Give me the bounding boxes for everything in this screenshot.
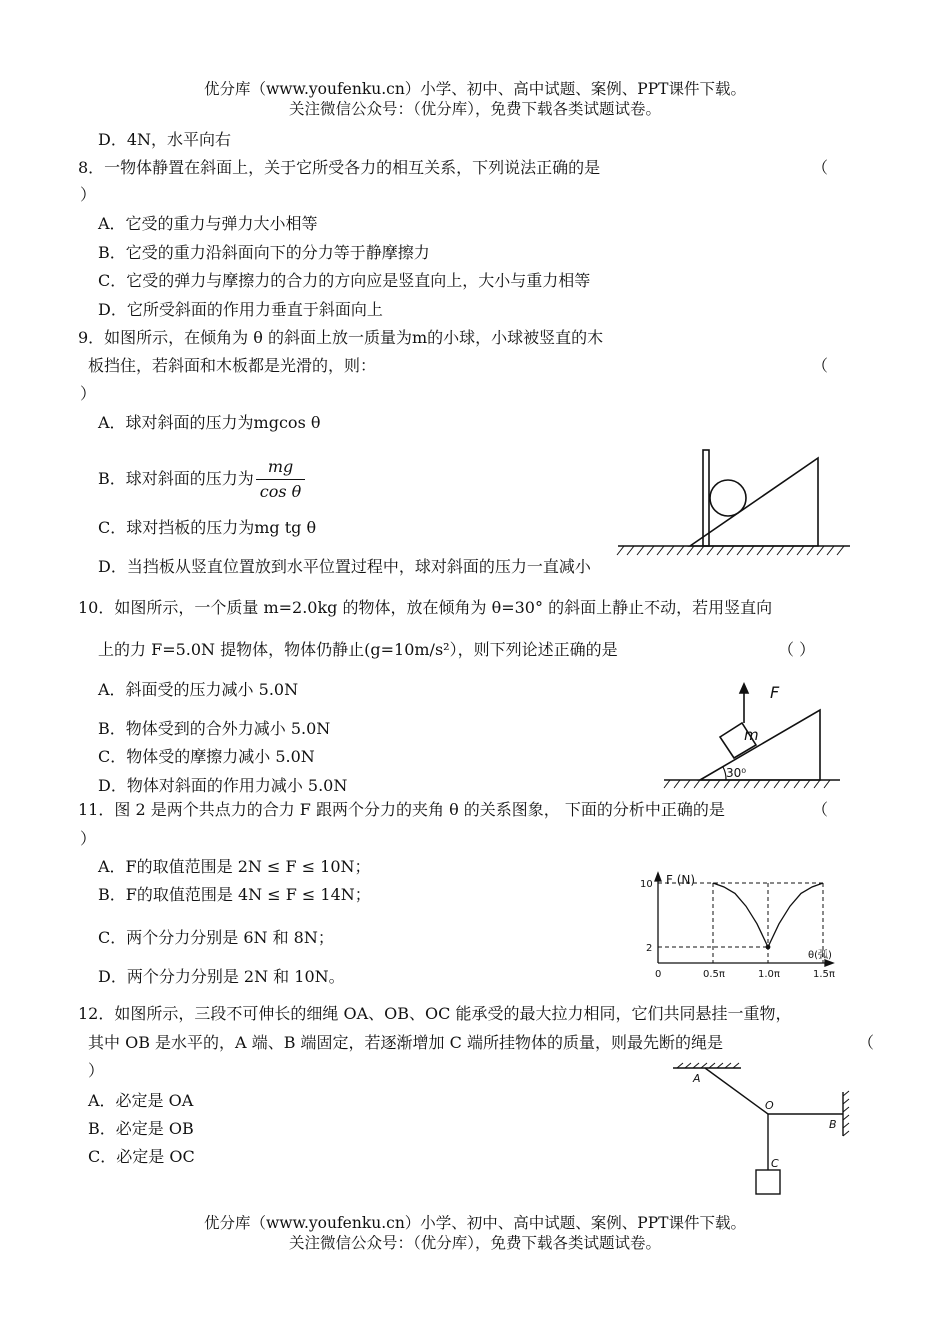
q11-y-tick-1: 10 xyxy=(640,879,653,890)
q12-paren-open: （ xyxy=(858,1033,875,1052)
q8-option-c: C．它受的弹力与摩擦力的合力的方向应是竖直向上，大小与重力相等 xyxy=(98,271,591,290)
q12-label-c: C xyxy=(771,1157,779,1170)
q11-min-point xyxy=(766,945,771,950)
q12-paren-close: ） xyxy=(88,1061,105,1080)
q9-option-c: C．球对挡板的压力为mg tg θ xyxy=(98,518,317,537)
q9-paren-close: ） xyxy=(80,384,97,403)
q11-y-label: F (N) xyxy=(666,873,696,887)
q7-option-d: D．4N，水平向右 xyxy=(98,130,232,149)
header-line-2: 关注微信公众号：（优分库），免费下载各类试题试卷。 xyxy=(288,100,661,118)
q12-figure xyxy=(665,1062,865,1202)
q8-paren-open: （ xyxy=(812,158,829,177)
q10-option-a: A．斜面受的压力减小 5.0N xyxy=(98,680,299,699)
q10-option-b: B．物体受到的合外力减小 5.0N xyxy=(98,719,331,738)
q11-paren-open: （ xyxy=(812,800,829,819)
q11-option-c: C．两个分力分别是 6N 和 8N； xyxy=(98,928,334,947)
footer-line-2: 关注微信公众号：（优分库），免费下载各类试题试卷。 xyxy=(288,1234,661,1252)
q9-option-b-denominator: cos θ xyxy=(259,482,302,501)
q8-stem: 8．一物体静置在斜面上，关于它所受各力的相互关系，下列说法正确的是 xyxy=(78,158,601,177)
q11-x-tick-0: 0 xyxy=(655,969,662,980)
q11-option-a: A．F的取值范围是 2N ≤ F ≤ 10N； xyxy=(98,857,371,876)
q12-label-b: B xyxy=(829,1118,837,1131)
q11-x-label: θ(弧) xyxy=(808,950,832,961)
q12-label-o: O xyxy=(765,1099,774,1112)
q10-figure xyxy=(660,678,845,790)
q9-option-b-numerator: mg xyxy=(256,455,306,480)
q8-paren-close: ） xyxy=(80,185,97,204)
q12-stem-1: 12．如图所示，三段不可伸长的细绳 OA、OB、OC 能承受的最大拉力相同，它们共同悬挂一重物， xyxy=(78,1004,792,1023)
q9-ball xyxy=(710,480,746,516)
q8-option-a: A．它受的重力与弹力大小相等 xyxy=(98,214,318,233)
q9-stem-2: 板挡住，若斜面和木板都是光滑的，则： xyxy=(88,356,377,375)
q11-option-b: B．F的取值范围是 4N ≤ F ≤ 14N； xyxy=(98,885,371,904)
q11-chart xyxy=(630,868,840,988)
q9-ground-hatch xyxy=(617,546,844,555)
q11-x-tick-2: 1.0π xyxy=(758,969,780,980)
q8-option-b: B．它受的重力沿斜面向下的分力等于静摩擦力 xyxy=(98,243,430,262)
q10-ground-hatch xyxy=(664,780,830,788)
q10-angle-label: 30⁰ xyxy=(726,766,747,780)
q10-option-d: D．物体对斜面的作用力减小 5.0N xyxy=(98,776,348,795)
q10-mass-label: m xyxy=(744,726,759,744)
q11-y-tick-0: 2 xyxy=(646,943,653,954)
q11-option-d: D．两个分力分别是 2N 和 10N。 xyxy=(98,967,345,986)
q10-force-label: F xyxy=(770,683,780,702)
q9-option-b-label: B．球对斜面的压力为 xyxy=(98,469,254,488)
q12-stem-2: 其中 OB 是水平的，A 端、B 端固定，若逐渐增加 C 端所挂物体的质量，则最先断的绳是 xyxy=(88,1033,723,1052)
q12-rope-oa xyxy=(705,1068,768,1114)
q11-paren-close: ） xyxy=(80,829,97,848)
q10-stem-1: 10．如图所示，一个质量 m=2.0kg 的物体，放在倾角为 θ=30° 的斜面上静止不动，若用竖直向 xyxy=(78,598,773,617)
q11-stem: 11．图 2 是两个共点力的合力 F 跟两个分力的夹角 θ 的关系图象， 下面的分析中正确的是 xyxy=(78,800,725,819)
q10-option-c: C．物体受的摩擦力减小 5.0N xyxy=(98,747,315,766)
q9-stem-1: 9．如图所示，在倾角为 θ 的斜面上放一质量为m的小球，小球被竖直的木 xyxy=(78,328,604,347)
footer-line-1: 优分库（www.youfenku.cn）小学、初中、高中试题、案例、PPT课件下载。 xyxy=(203,1214,747,1232)
q10-arrow-head xyxy=(740,684,748,693)
q11-x-tick-3: 1.5π xyxy=(813,969,835,980)
q12-wall-hatch xyxy=(843,1091,849,1136)
q11-y-arrow xyxy=(655,873,661,881)
q11-x-tick-1: 0.5π xyxy=(703,969,725,980)
q8-option-d: D．它所受斜面的作用力垂直于斜面向上 xyxy=(98,300,383,319)
q9-figure xyxy=(612,440,857,565)
q12-label-a: A xyxy=(693,1072,701,1085)
q9-option-b-fraction xyxy=(256,455,306,504)
q9-paren-open: （ xyxy=(812,356,829,375)
q10-paren: （ ） xyxy=(778,640,816,659)
q9-option-b xyxy=(98,455,305,504)
q12-ceiling-hatch xyxy=(677,1063,739,1068)
q9-board xyxy=(703,450,709,546)
q9-option-a: A．球对斜面的压力为mgcos θ xyxy=(98,413,321,432)
q10-incline xyxy=(700,710,820,780)
header-line-1: 优分库（www.youfenku.cn）小学、初中、高中试题、案例、PPT课件下载。 xyxy=(203,80,747,98)
q12-option-a: A．必定是 OA xyxy=(88,1091,194,1110)
q12-option-c: C．必定是 OC xyxy=(88,1147,195,1166)
q10-stem-2: 上的力 F=5.0N 提物体，物体仍静止(g=10m/s²），则下列论述正确的是 xyxy=(98,640,618,659)
q12-option-b: B．必定是 OB xyxy=(88,1119,194,1138)
q9-option-d: D．当挡板从竖直位置放到水平位置过程中，球对斜面的压力一直减小 xyxy=(98,557,591,576)
q12-weight xyxy=(756,1170,780,1194)
